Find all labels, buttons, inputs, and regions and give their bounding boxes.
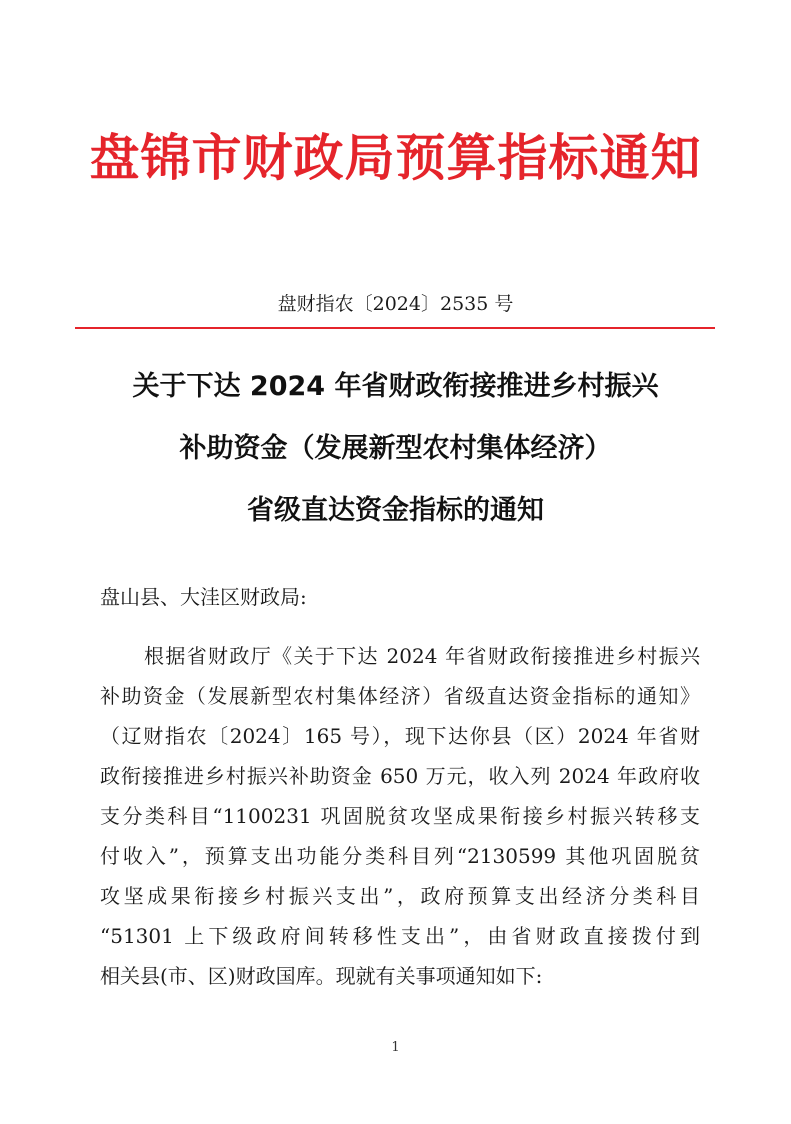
addressee: 盘山县、大洼区财政局: xyxy=(100,585,307,609)
red-divider-line xyxy=(75,327,715,329)
body-line: 补助资金（发展新型农村集体经济）省级直达资金指标的通知》 xyxy=(100,684,700,708)
body-line: 相关县(市、区)财政国库。现就有关事项通知如下: xyxy=(100,964,543,988)
title-line-1: 关于下达 2024 年省财政衔接推进乡村振兴 xyxy=(132,371,659,402)
masthead-title: 盘锦市财政局预算指标通知 xyxy=(89,129,702,187)
page-number: 1 xyxy=(391,1040,400,1055)
body-line: 支分类科目“1100231 巩固脱贫攻坚成果衔接乡村振兴转移支 xyxy=(100,804,700,828)
body-line: 根据省财政厅《关于下达 2024 年省财政衔接推进乡村振兴 xyxy=(144,644,700,668)
body-line: （辽财指农〔2024〕165 号），现下达你县（区）2024 年省财 xyxy=(100,724,700,748)
title-line-2: 补助资金（发展新型农村集体经济） xyxy=(179,433,612,464)
notice-title xyxy=(0,356,791,542)
document-number: 盘财指农〔2024〕2535 号 xyxy=(277,293,514,315)
body-paragraph xyxy=(100,636,700,996)
title-line-3: 省级直达资金指标的通知 xyxy=(247,495,544,526)
body-line: 政衔接推进乡村振兴补助资金 650 万元，收入列 2024 年政府收 xyxy=(100,764,700,788)
body-line: “51301 上下级政府间转移性支出”，由省财政直接拨付到 xyxy=(100,924,700,948)
body-line: 攻坚成果衔接乡村振兴支出”，政府预算支出经济分类科目 xyxy=(100,884,700,908)
body-line: 付收入”，预算支出功能分类科目列“2130599 其他巩固脱贫 xyxy=(100,844,700,868)
